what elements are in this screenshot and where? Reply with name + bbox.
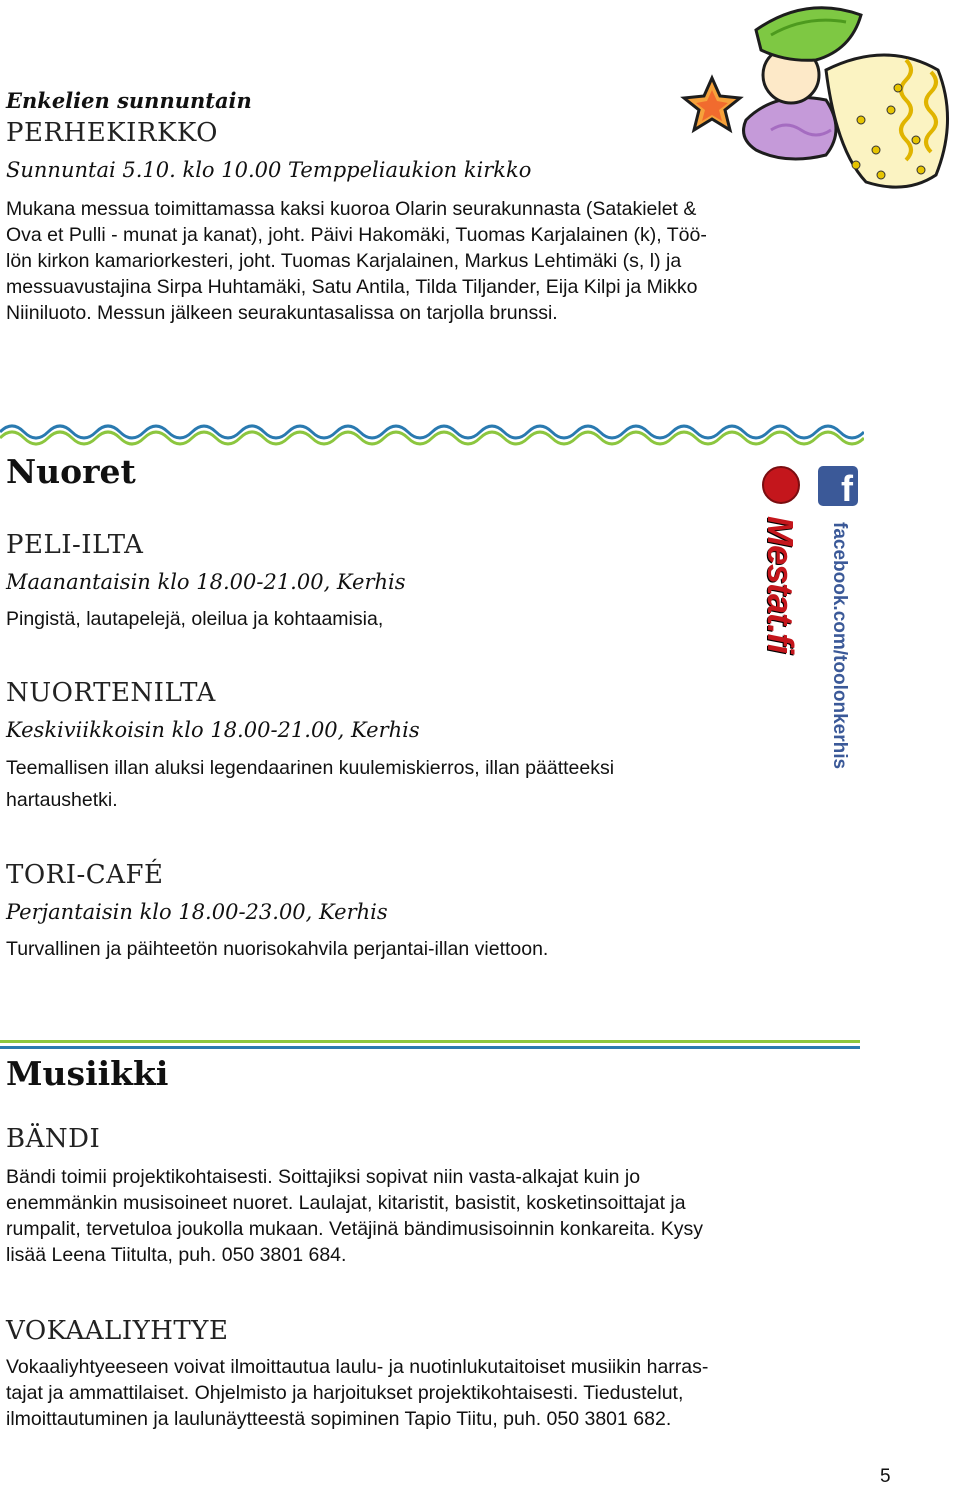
- event-when: Maanantaisin klo 18.00-21.00, Kerhis: [6, 570, 406, 594]
- section-heading-musiikki: Musiikki: [6, 1054, 169, 1093]
- text-line: Turvallinen ja päihteetön nuorisokahvila perjantai-illan viettoon.: [6, 938, 549, 960]
- text-line: Teemallisen illan aluksi legendaarinen kuulemiskierros, illan päätteeksi: [6, 757, 615, 779]
- event-when: Perjantaisin klo 18.00-23.00, Kerhis: [6, 900, 388, 924]
- section-heading-nuoret: Nuoret: [6, 452, 136, 491]
- event-title: PERHEKIRKKO: [6, 118, 218, 148]
- text-line: Bändi toimii projektikohtaisesti. Soittajiksi sopivat niin vasta-alkajat kuin jo: [6, 1166, 641, 1188]
- text-line: ilmoittautuminen ja laulunäytteestä sopiminen Tapio Tiitu, puh. 050 3801 682.: [6, 1408, 672, 1430]
- angel-illustration: [676, 0, 960, 200]
- event-description: [6, 755, 614, 813]
- divider-line: [0, 1046, 860, 1049]
- text-line: lön kirkon kamariorkesteri, joht. Tuomas Karjalainen, Markus Lehtimäki (s, l) ja: [6, 250, 682, 272]
- text-line: Niiniluoto. Messun jälkeen seurakuntasalissa on tarjolla brunssi.: [6, 302, 558, 324]
- facebook-icon[interactable]: f: [818, 466, 858, 506]
- wave-divider: [0, 418, 864, 446]
- text-line: enemmänkin musisoineet nuoret. Laulajat, kitaristit, basistit, kosketinsoittajat ja: [6, 1192, 686, 1214]
- text-line: messuavustajina Sirpa Huhtamäki, Satu Antila, Tilda Tiljander, Eija Kilpi ja Mikko: [6, 276, 698, 298]
- text-line: Vokaaliyhtyeeseen voivat ilmoittautua laulu- ja nuotinlukutaitoiset musiikin harras-: [6, 1356, 709, 1378]
- text-line: rumpalit, tervetuloa joukolla mukaan. Vetäjinä bändimusisoinnin konkareita. Kysy: [6, 1218, 703, 1240]
- event-when: Sunnuntai 5.10. klo 10.00 Temppeliaukion kirkko: [6, 158, 532, 182]
- event-when: Keskiviikkoisin klo 18.00-21.00, Kerhis: [6, 718, 420, 742]
- event-title: VOKAALIYHTYE: [6, 1316, 229, 1346]
- page-number: 5: [880, 1466, 891, 1487]
- text-line: Ova et Pulli - munat ja kanat), joht. Päivi Hakomäki, Tuomas Karjalainen (k), Töö-: [6, 224, 707, 246]
- event-title: TORI-CAFÉ: [6, 860, 164, 890]
- event-title: PELI-ILTA: [6, 530, 144, 560]
- event-description: [6, 196, 707, 326]
- facebook-url-link[interactable]: facebook.com/toolonkerhis: [829, 522, 850, 770]
- mestati-wordmark: Mestat.fi: [760, 516, 801, 654]
- event-title: BÄNDI: [6, 1124, 101, 1154]
- mestati-logo[interactable]: [758, 466, 800, 666]
- mestati-badge-icon: [762, 466, 800, 504]
- event-description: [6, 936, 548, 962]
- event-description: [6, 1164, 703, 1268]
- text-line: hartaushetki.: [6, 789, 118, 811]
- text-line: tajat ja ammattilaiset. Ohjelmisto ja harjoitukset projektikohtaisesti. Tiedustelut,: [6, 1382, 684, 1404]
- text-line: Pingistä, lautapelejä, oleilua ja kohtaamisia,: [6, 608, 384, 630]
- event-description: [6, 1354, 708, 1432]
- event-kicker: Enkelien sunnuntain: [6, 88, 252, 113]
- event-title: NUORTENILTA: [6, 678, 216, 708]
- divider-line: [0, 1040, 860, 1043]
- text-line: Mukana messua toimittamassa kaksi kuoroa Olarin seurakunnasta (Satakielet &: [6, 198, 697, 220]
- text-line: lisää Leena Tiitulta, puh. 050 3801 684.: [6, 1244, 347, 1266]
- event-description: [6, 606, 383, 632]
